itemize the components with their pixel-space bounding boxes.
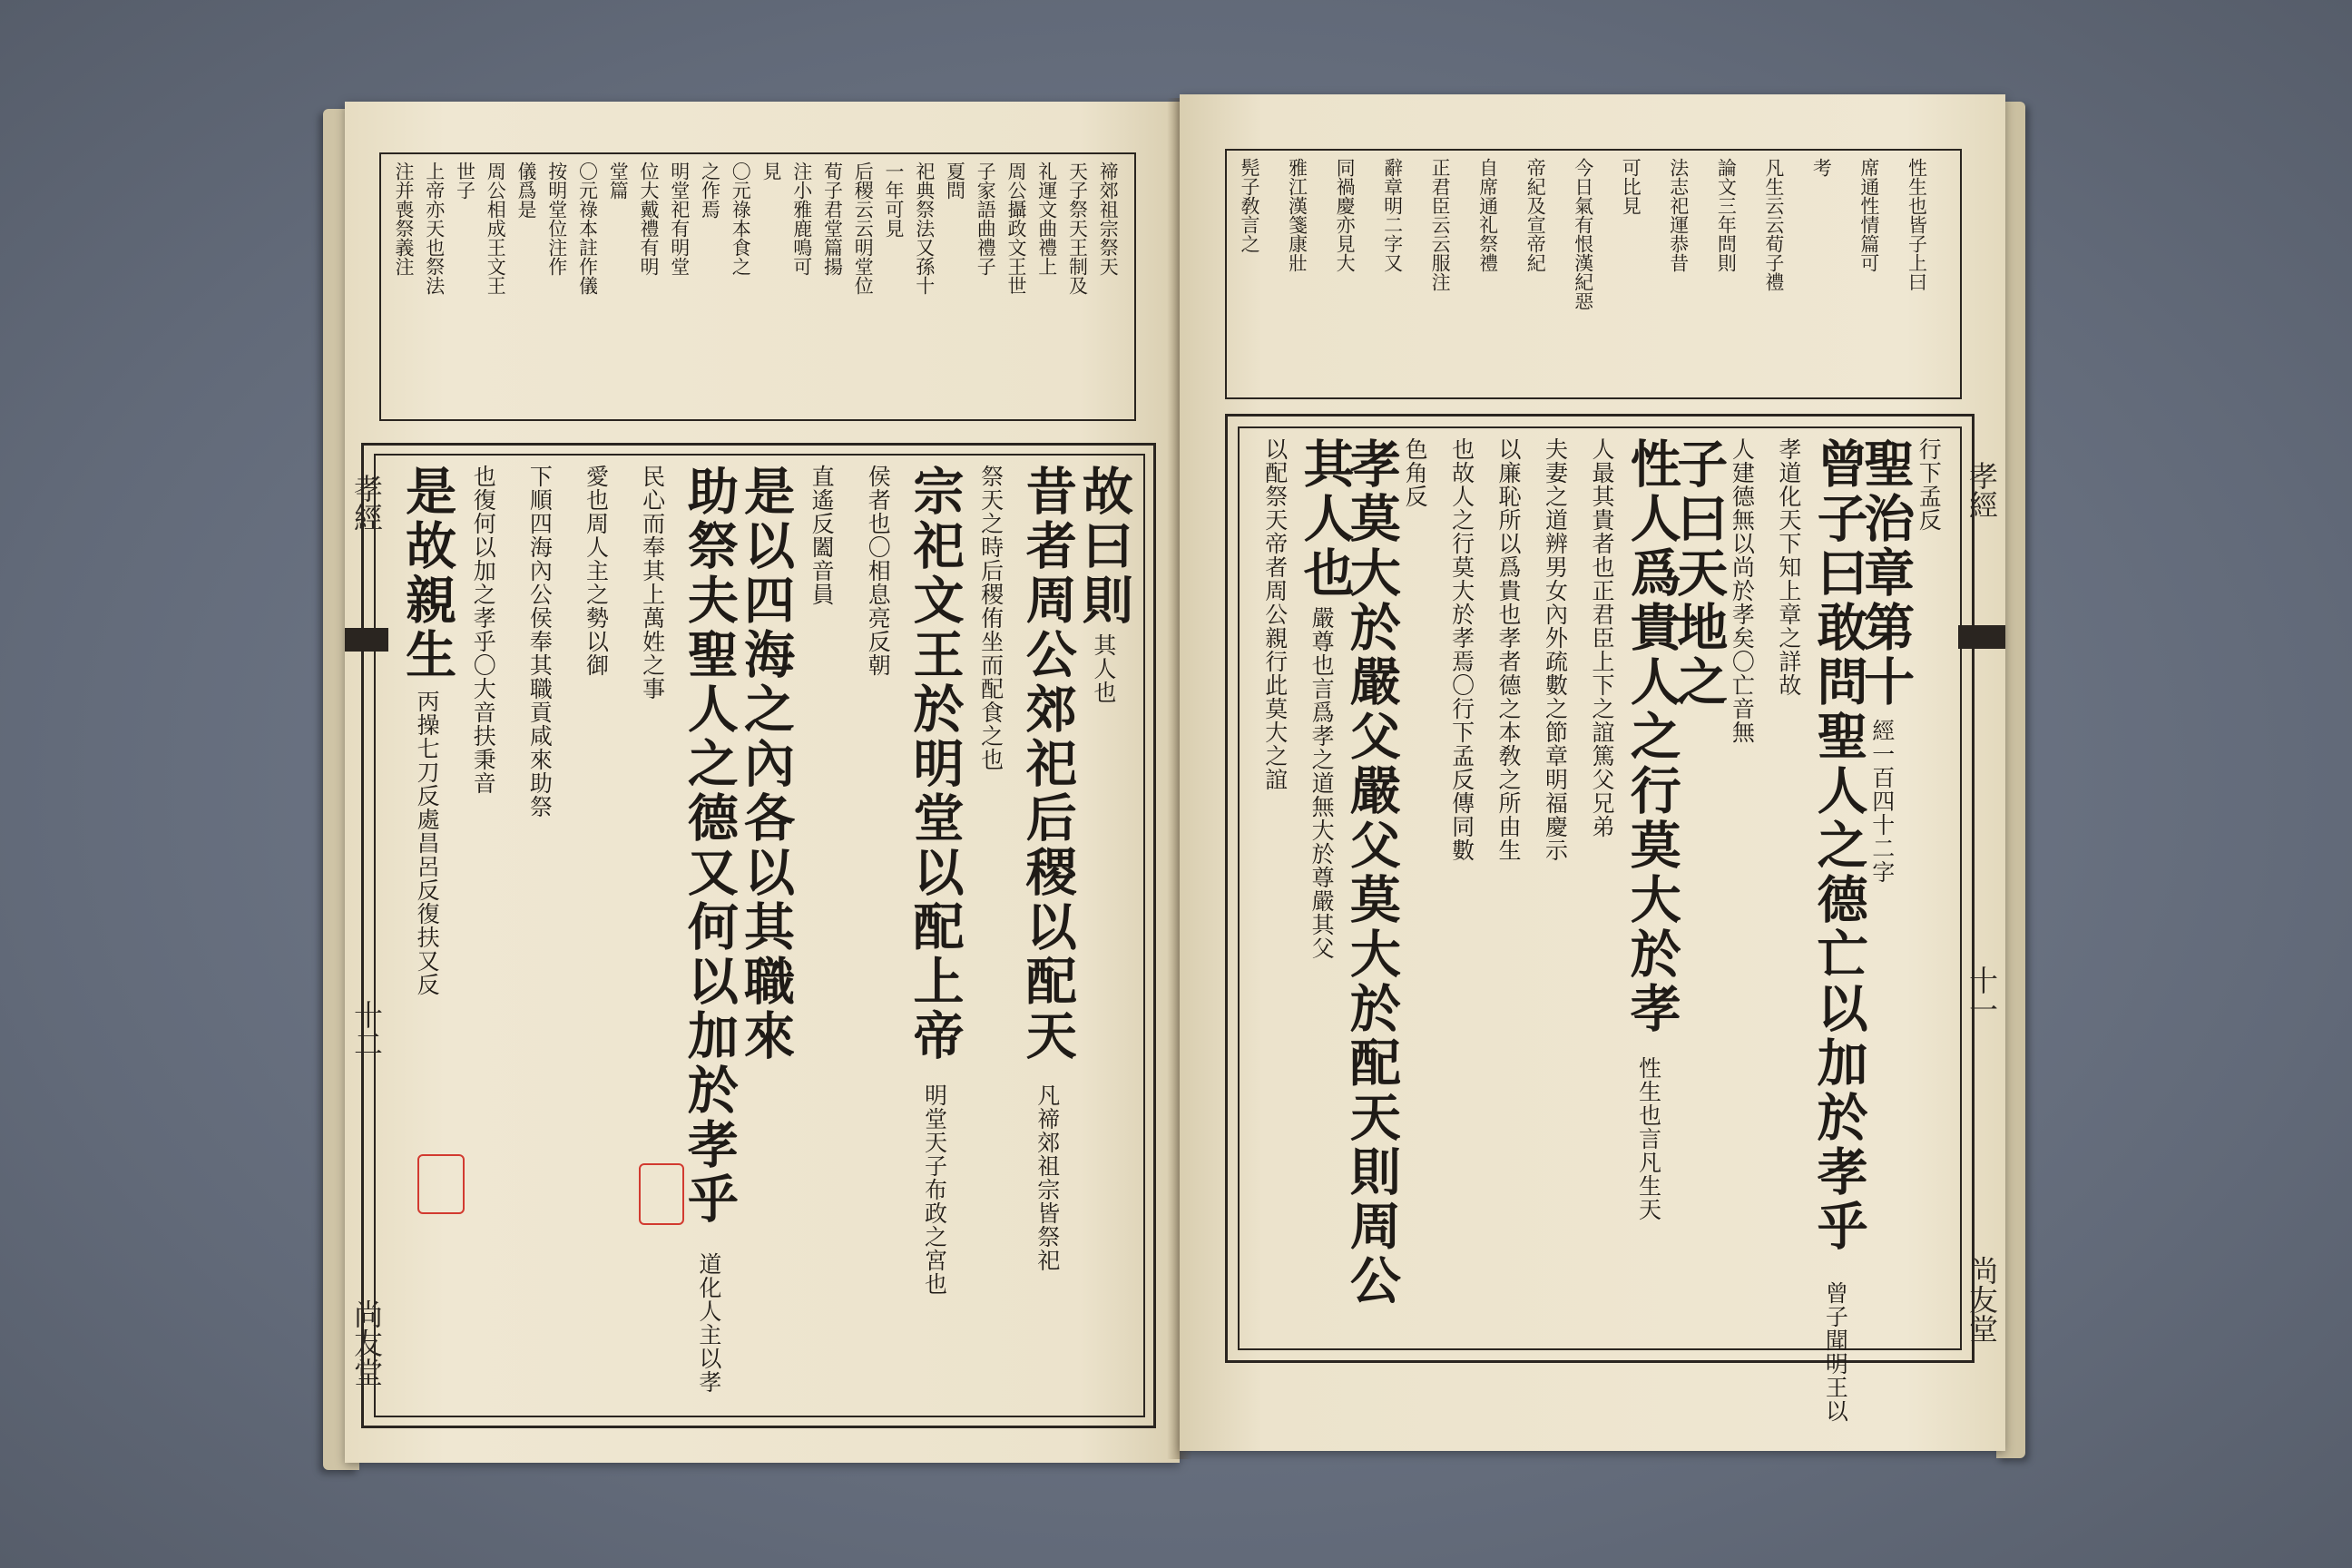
headnote-line: 同禍慶亦見大 (1334, 158, 1357, 272)
headnote-line: 子家語曲禮子 (975, 162, 997, 276)
headnote-line: 〇元祿本註作儀 (576, 162, 599, 295)
commentary-text: 孝道化天下知上章之詳故 (1775, 437, 1802, 697)
headnote-line: 堂篇 (607, 162, 630, 200)
headnote-line: 之作焉 (699, 162, 721, 219)
main-text: 宗祀文王於明堂以配上帝 (905, 465, 965, 1063)
commentary-text: 愛也周人主之勢以御 (583, 465, 610, 677)
commentary-text: 以配祭天帝者周公親行此莫大之誼 (1261, 437, 1289, 791)
headnote-line: 明堂祀有明堂 (668, 162, 691, 276)
commentary-text: 其人也 (1090, 633, 1117, 704)
commentary-text: 色角反 (1402, 437, 1429, 508)
headnote-line: 性生也皆子上曰 (1906, 158, 1928, 291)
headnote-line: 〇元祿本食之 (730, 162, 752, 276)
commentary-text: 下順四海內公侯奉其職貢咸來助祭 (526, 465, 554, 818)
headnote-line: 天子祭天王制及 (1066, 162, 1089, 295)
headnote-line: 周公相成王文王 (485, 162, 507, 295)
commentary-text: 凡禘郊祖宗皆祭祀 (1034, 1083, 1061, 1272)
headnote-line: 注小雅鹿鳴可 (790, 162, 813, 276)
main-text: 助祭夫聖人之德又何以加於孝乎 (679, 465, 740, 1227)
headnote-line: 儀爲是 (515, 162, 537, 219)
headnote-line: 夏問 (944, 162, 966, 200)
main-text: 聖治章第十 (1856, 437, 1916, 710)
main-text: 其人也 (1295, 437, 1356, 601)
commentary-text: 經一百四十二字 (1868, 719, 1896, 884)
headnote-line: 一年可見 (883, 162, 905, 238)
commentary-text: 祭天之時后稷侑坐而配食之也 (977, 465, 1004, 771)
headnote-line: 帝紀及宣帝紀 (1524, 158, 1547, 272)
headnote-line: 世子 (454, 162, 476, 200)
commentary-text: 曾子聞明王以 (1822, 1281, 1849, 1423)
commentary-text: 也復何以加之孝乎〇大音扶秉音 (470, 465, 497, 795)
commentary-text: 侯者也〇相息亮反朝 (865, 465, 892, 677)
headnote-line: 上帝亦天也祭法 (423, 162, 446, 295)
left-page (345, 102, 1180, 1463)
headnote-line: 位大戴禮有明 (638, 162, 660, 276)
main-text: 是故親生 (397, 465, 458, 682)
headnote-line: 辭章明二字又 (1381, 158, 1404, 272)
commentary-text: 也故人之行莫大於孝焉〇行下孟反傳同數 (1448, 437, 1475, 862)
right-publisher-mark: 尚友堂 (1965, 1256, 1999, 1343)
right-folio: 十一 (1965, 965, 1999, 1024)
headnote-line: 正君臣云云服注 (1429, 158, 1452, 291)
commentary-text: 性生也言凡生天 (1635, 1056, 1662, 1221)
commentary-text: 夫妻之道辨男女內外疏數之節章明福慶示 (1542, 437, 1569, 862)
commentary-text: 人建德無以尚於孝矣〇亡音無 (1729, 437, 1756, 744)
headnote-line: 注并喪祭義注 (393, 162, 415, 276)
headnote-line: 自席通礼祭禮 (1476, 158, 1499, 272)
headnote-line: 考 (1810, 158, 1833, 177)
headnote-line: 論文三年問則 (1715, 158, 1738, 272)
headnote-line: 按明堂位注作 (545, 162, 568, 276)
commentary-text: 丙操七刀反處昌呂反復扶又反 (414, 690, 441, 996)
headnote-line: 法志祀運恭昔 (1667, 158, 1690, 272)
headnote-line: 席通性情篇可 (1857, 158, 1880, 272)
commentary-text: 以廉恥所以爲貴也孝者德之本敎之所由生 (1495, 437, 1523, 862)
right-fishtail-mark (1958, 625, 2005, 649)
headnote-line: 見 (760, 162, 782, 181)
headnote-line: 礼運文曲禮上 (1035, 162, 1058, 276)
headnote-line: 禘郊祖宗祭天 (1097, 162, 1120, 276)
main-text: 是以四海之內各以其職來 (735, 465, 796, 1063)
commentary-text: 嚴尊也言爲孝之道無大於尊嚴其父 (1308, 606, 1336, 960)
headnote-line: 髡子敎言之 (1239, 158, 1260, 253)
headnote-line: 雅江漢箋康壯 (1286, 158, 1308, 272)
headnote-line: 凡生云云荀子禮 (1762, 158, 1785, 291)
left-publisher-mark: 尚友堂 (349, 1299, 384, 1387)
headnote-line: 祀典祭法又孫十 (913, 162, 936, 295)
main-text: 孝莫大於嚴父嚴父莫大於配天則周公 (1341, 437, 1402, 1308)
red-seal-mark-lower (417, 1154, 465, 1214)
main-text: 性人爲貴人之行莫大於孝 (1622, 437, 1682, 1036)
commentary-text: 直遙反闔音員 (808, 465, 836, 606)
headnote-line: 可比見 (1620, 158, 1642, 215)
commentary-text: 民心而奉其上萬姓之事 (639, 465, 666, 701)
right-margin-title: 孝經 (1965, 461, 1999, 519)
headnote-line: 今日氣有恨漢紀惡 (1572, 158, 1594, 310)
left-folio: 十二 (349, 1000, 384, 1058)
commentary-text: 行下孟反 (1916, 437, 1943, 532)
main-text: 子曰天地之 (1669, 437, 1730, 710)
commentary-text: 道化人主以孝 (695, 1252, 722, 1394)
headnote-line: 周公攝政文王世 (1005, 162, 1027, 295)
commentary-text: 明堂天子布政之宮也 (921, 1083, 948, 1296)
main-text: 故曰則 (1073, 465, 1134, 628)
headnote-line: 后稷云云明堂位 (852, 162, 875, 295)
left-margin-title: 孝經 (349, 474, 384, 532)
commentary-text: 人最其貴者也正君臣上下之誼篤父兄弟 (1588, 437, 1615, 838)
headnote-line: 荀子君堂篇揚 (821, 162, 844, 276)
red-seal-mark-upper (639, 1163, 684, 1225)
right-page (1180, 94, 2005, 1451)
main-text: 曾子曰敢問聖人之德亡以加於孝乎 (1808, 437, 1869, 1254)
left-fishtail-mark (345, 628, 388, 652)
main-text: 昔者周公郊祀后稷以配天 (1017, 465, 1078, 1063)
